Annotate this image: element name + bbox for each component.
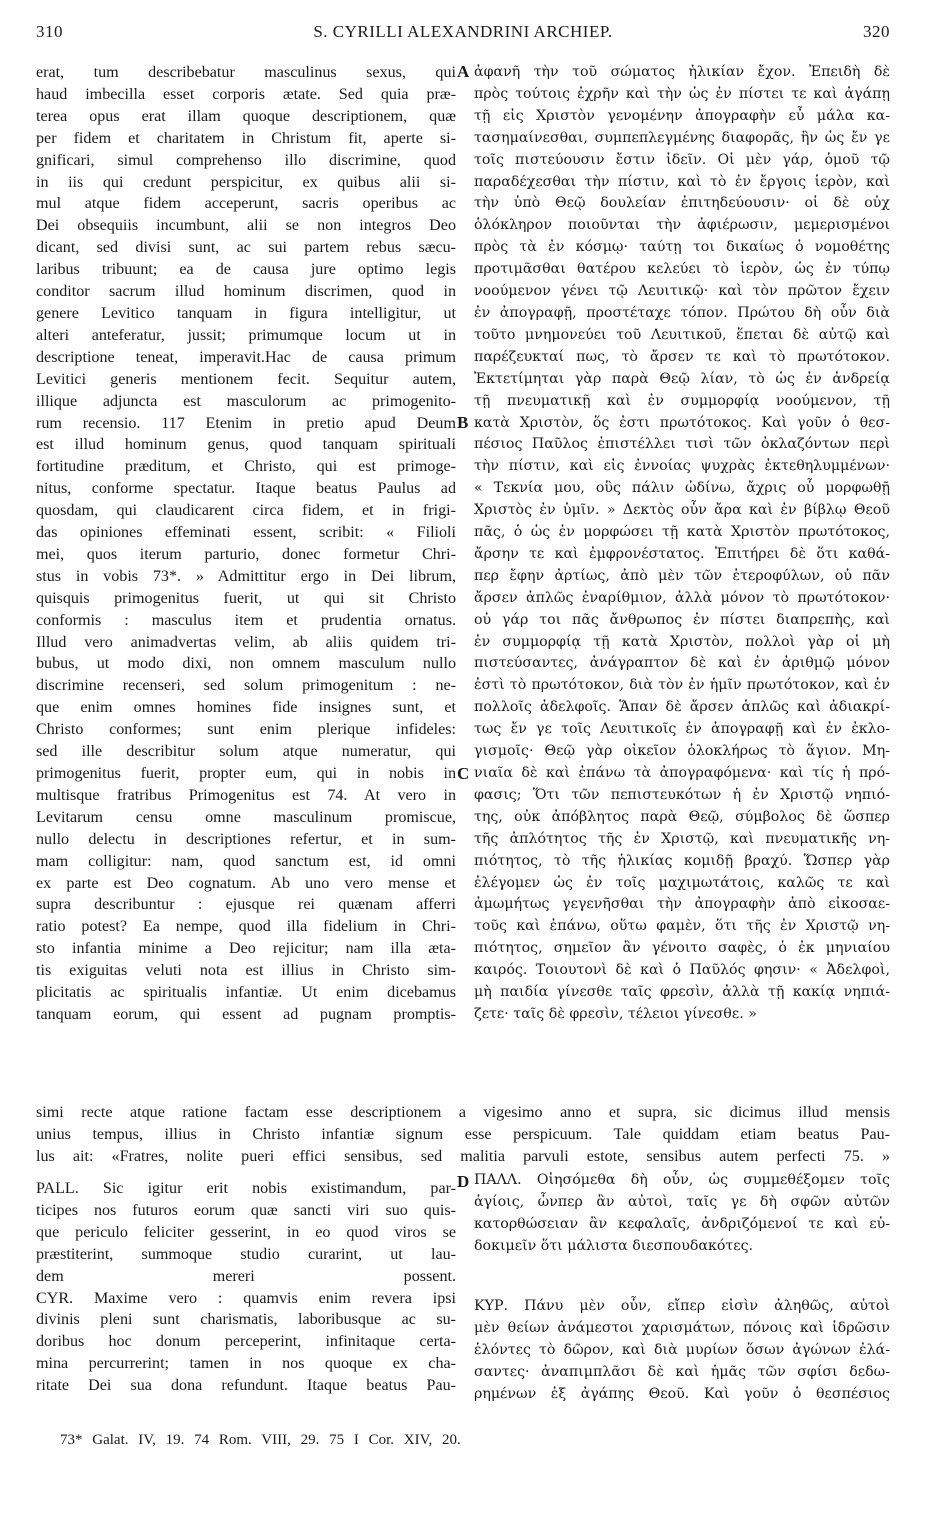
text-line: mei, quos iterum parturio, donec formetur Chri-	[36, 545, 456, 563]
text-line: τῆς ἁπλότητος τῆς ἐν Χριστῷ, καὶ πνευματικῆς νη-	[474, 830, 890, 847]
text-line: ΚΥΡ. Πάνυ μὲν οὖν, εἴπερ εἰσὶν ἀληθῶς, αὐτοὶ	[474, 1298, 890, 1314]
text-line: est illud hominum genus, quod tanquam spirituali	[36, 436, 456, 454]
page-number-left: 310	[36, 22, 63, 41]
section-marker-a: A	[457, 62, 470, 81]
text-line: ζετε· ταῖς δὲ φρεσὶν, τέλειοι γίνεσθε. »	[474, 1005, 757, 1022]
text-line: κατορθώσειαν ἂν κεφαλαῖς, ἀνδριζόμενοί τε καὶ εὐ-	[474, 1215, 890, 1232]
text-line: ἐν ἀπογραφῇ, προστέταχε τόπον. Πρώτου δὴ οὖν διὰ	[474, 304, 890, 321]
text-line: τὴν ὑπὸ Θεῷ δουλείαν ἐπιτηδεύουσιν· οἱ δὲ οὐχ	[474, 195, 890, 212]
text-line: προτιμᾶσθαι θατέρου κελεύει τὸ ἱερὸν, ὡς ἐν τύπῳ	[474, 261, 890, 278]
text-line: plicitatis ac spiritualis infantiæ. Ut enim dicebamus	[36, 984, 456, 1002]
text-line: παραδέχεσθαι τὴν πίστιν, καὶ τὸ ἐν ἔργοις ἱερὸν, καὶ	[474, 173, 890, 190]
text-line: πιότητος, τὸ τῆς ἡλικίας κομιδῇ βραχύ. Ὥσπερ γὰρ	[474, 852, 890, 869]
text-line: simi recte atque ratione factam esse descriptionem a vigesimo anno et supra, sic dicimus illud mensis	[36, 1104, 890, 1121]
text-line: μὲν θείων ἀνάμεστοι χαρισμάτων, πόνοις καὶ ἱδρῶσιν	[474, 1319, 890, 1336]
text-line: Levitarum censu omne masculinum promiscue,	[36, 808, 456, 826]
text-line: doribus hoc donum perceperint, infinitaque certa-	[36, 1333, 456, 1351]
text-line: primogenitus fuerit, propter eum, qui in nobis in	[36, 765, 456, 782]
text-line: ρημένων ἐξ ἀγάπης Θεοῦ. Καὶ γοῦν ὁ θεσπέσιος	[474, 1385, 890, 1402]
greek-pallad-passage	[474, 1170, 890, 1258]
text-line: Christo conformes; sunt enim plerique infideles:	[36, 721, 456, 739]
text-line: nitus, conforme spectatur. Itaque beatus Paulus ad	[36, 480, 456, 498]
text-line: dem mereri possent.	[36, 1267, 456, 1285]
text-line: CYR. Maxime vero : quamvis enim revera ipsi	[36, 1289, 456, 1307]
text-line: καιρός. Τοιουτονὶ δὲ καὶ ὁ Παῦλός φησιν· « Ἀδελφοὶ,	[474, 962, 890, 979]
text-line: Levitici generis mentionem fecit. Sequitur autem,	[36, 370, 456, 388]
text-line: τὴν πίστιν, καὶ εἰς ἐννοίας ψυχρὰς ἐκτεθηλυμμένων·	[474, 458, 890, 475]
text-line: Illud vero animadvertas velim, ab aliis quidem tri-	[36, 633, 456, 651]
section-marker-d: D	[457, 1172, 470, 1191]
text-line: ἀφανῆ τὴν τοῦ σώματος ἡλικίαν ἔχον. Ἐπειδὴ δὲ	[474, 64, 890, 80]
full-width-passage	[36, 1102, 890, 1168]
text-line: nullo delectu in descriptiones refertur, et in sum-	[36, 830, 456, 848]
text-line: laribus tribuunt; ea de causa jure optimo legis	[36, 261, 456, 279]
text-line: quisquis primogenitus fuerit, ut qui sit Christo	[36, 589, 456, 607]
text-line: mam colligitur: nam, quod sanctum est, id omni	[36, 852, 456, 870]
running-title: S. CYRILLI ALEXANDRINI ARCHIEP.	[313, 22, 613, 41]
text-line: « Τεκνία μου, οὓς πάλιν ὠδίνω, ἄχρις οὗ μορφωθῇ	[474, 480, 890, 497]
text-line: τοῖς πιστεύουσιν ἔστιν ἰδεῖν. Οἱ μὲν γάρ, ὁμοῦ τῷ	[474, 151, 890, 168]
text-line: πιστεύσαντες, ἀνάγραπτον δὲ καὶ ἐν ἀριθμῷ μόνον	[474, 655, 890, 672]
latin-column-continued	[36, 1178, 456, 1397]
text-line: erat, tum describebatur masculinus sexus, qui	[36, 64, 456, 81]
greek-column	[474, 62, 890, 1026]
text-line: ἁγίοις, ὧνπερ ἂν αὐτοὶ, ταῖς γε δὴ σφῶν αὐτῶν	[474, 1193, 890, 1210]
text-line: πᾶς, ὁ ὡς ἐν μορφώσει τῇ κατὰ Χριστὸν πρωτότοκος,	[474, 524, 890, 541]
text-line: φασις; Ὅτι τῶν πεπιστευκότων ἡ ἐν Χριστῷ νηπιό-	[474, 786, 890, 803]
text-line: tis exiguitas veluti nota est illius in Christo sim-	[36, 962, 456, 980]
text-line: in iis qui credunt perspicitur, ex quibus alii si-	[36, 173, 456, 191]
text-line: τῇ εἰς Χριστὸν γενομένην ἀπογραφὴν εὖ μάλα κα-	[474, 107, 890, 124]
text-line: haud imbecilla esset corporis ætate. Sed quia præ-	[36, 85, 456, 103]
text-line: stus in vobis 73*. » Admittitur ergo in Dei librum,	[36, 567, 456, 585]
text-line: genere Levitico tanquam in figura intelligitur, ut	[36, 304, 456, 322]
text-line: Χριστὸς ἐν ὑμῖν. » Δεκτὸς οὖν ἄρα καὶ ἐν βίβλῳ Θεοῦ	[474, 502, 890, 519]
text-line: ὁλόκληρον ποιοῦνται τὴν ἀφιέρωσιν, μεμερισμένοι	[474, 217, 890, 234]
text-line: tanquam eorum, qui essent ad pugnam promptis-	[36, 1005, 456, 1023]
text-line: ἐν συμμορφίᾳ τῇ κατὰ Χριστὸν, πολλοὶ γὰρ οἱ μὴ	[474, 633, 890, 650]
text-line: conditor sacrum illud hominum discrimen, quod in	[36, 283, 456, 301]
text-line: τοῦτο μνημονεύει τοῦ Λευιτικοῦ, ἕπεται δὲ αὐτῷ καὶ	[474, 326, 890, 343]
text-line: κατὰ Χριστὸν, ὅς ἐστι πρωτότοκος. Καὶ γοῦν ὁ θεσ-	[474, 414, 890, 431]
text-line: ritate Dei sua dona refundunt. Itaque beatus Pau-	[36, 1377, 456, 1395]
section-marker-b: B	[457, 413, 469, 432]
text-line: ΠΑΛΛ. Οἰησόμεθα δὴ οὖν, ὡς συμμεθέξομεν τοῖς	[474, 1172, 890, 1188]
text-line: ἄρσην τε καὶ ἐμφρονέστατος. Ἐπιτήρει δὲ ὅτι καθά-	[474, 545, 890, 562]
text-line: sto infantia minime a Deo rejicitur; nam illa æta-	[36, 940, 456, 958]
text-line: mul atque fidem acceperunt, sacris operibus ac	[36, 195, 456, 213]
text-line: mina percurrerint; tamen in nos quoque ex cha-	[36, 1355, 456, 1373]
text-line: que periculo feliciter gesserint, in eo quod viros se	[36, 1223, 456, 1241]
text-line: præstiterint, summoque studio curarint, ut lau-	[36, 1245, 456, 1263]
text-line: της, οὐκ ἀπόβλητος παρὰ Θεῷ, σύμβολος δὲ ὥσπερ	[474, 808, 890, 825]
text-line: lus ait: «Fratres, nolite pueri effici sensibus, sed malitia parvuli estote, sensibus autem perfecti 75. »	[36, 1147, 890, 1165]
text-line: ἄρσεν ἁπλῶς ἐναρίθμιον, ἀλλὰ μόνον τὸ πρωτότοκον·	[474, 589, 890, 606]
text-line: τασημαίνεσθαι, συμπεπλεγμένης διαφορᾶς, ἣν ὡς ἔν γε	[474, 129, 890, 146]
text-line: discrimine recenseri, sed solum primogenitum : ne-	[36, 677, 456, 695]
text-line: conformis : masculus item et prudentia ornatus.	[36, 611, 456, 629]
text-line: ἑλόντες τὸ δῶρον, καὶ διὰ μυρίων ὅσων ἀγώνων ἐλά-	[474, 1341, 890, 1358]
text-line: divinis pleni sunt charismatis, laboribusque ac su-	[36, 1311, 456, 1329]
text-line: πρὸς τούτοις ἐχρῆν καὶ τὴν ὡς ἐν πίστει τε καὶ ἀγάπῃ	[474, 85, 890, 102]
text-line: πρὸς τὰ ἐν κόσμῳ· ταύτῃ τοι δικαίως ὁ νομοθέτης	[474, 239, 890, 256]
text-line: Ἐκτετίμηται γὰρ παρὰ Θεῷ λίαν, τὸ ὡς ἐν ἀνδρείᾳ	[474, 370, 890, 387]
text-line: νιαῖα δὲ καὶ ἐπάνω τὰ ἀπογραφόμενα· καὶ τίς ἡ πρό-	[474, 765, 890, 781]
text-line: que enim omnes homines fide insignes sunt, et	[36, 699, 456, 717]
text-line: fortitudine præditum, et Christo, qui est primoge-	[36, 458, 456, 476]
greek-cyril-passage	[474, 1296, 890, 1406]
text-line: νοούμενον γένει τῷ Λευιτικῷ· καὶ τὸν πρῶτον ἔχειν	[474, 283, 890, 300]
text-line: illique adjuncta est masculorum ac primogenito-	[36, 392, 456, 410]
text-line: τοῦς καὶ ἐπάνω, οὕτω φαμὲν, ὅτι τῆς ἐν Χριστῷ νη-	[474, 918, 890, 935]
text-line: quosdam, qui claudicarent circa fidem, et in frigi-	[36, 502, 456, 520]
text-line: πιότητος, σημεῖον ἂν γένοιτο σαφὲς, ὁ ἐκ μηνιαίου	[474, 940, 890, 957]
text-line: πολλοῖς ἀδελφοῖς. Ἅπαν δὲ ἄρσεν ἁπλῶς καὶ ἀδιακρί-	[474, 699, 890, 716]
text-line: δοκιμεῖν ὅτι μάλιστα διεσπουδακότες.	[474, 1237, 754, 1254]
text-line: rum recensio. 117 Etenim in pretio apud Deum	[36, 414, 456, 432]
text-line: multisque fratribus Primogenitus est 74. At vero in	[36, 786, 456, 804]
text-line: τως ἔν γε τοῖς Λευιτικοῖς ἐν ἀπογραφῇ καὶ ἐν ἐκλο-	[474, 721, 890, 738]
text-line: ἐλέγομεν ὡς ἐν τοῖς μαχιμωτάτοις, καλῶς τε καὶ	[474, 874, 890, 891]
section-marker-c: C	[457, 764, 470, 783]
text-line: per fidem et charitatem in Christum fit, aperte si-	[36, 129, 456, 147]
text-line: περ ἔφην ἀρτίως, ἀπὸ μὲν τῶν ἑτεροφύλων, οὐ πᾶν	[474, 567, 890, 584]
text-line: μὴ παιδία γίνεσθε ταῖς φρεσὶν, ἀλλὰ τῇ κακίᾳ νηπιά-	[474, 984, 890, 1001]
text-line: γισμοῖς· Θεῷ γὰρ οἰκεῖον ὁλοκλήρως τὸ ἅγιον. Μη-	[474, 743, 890, 760]
text-line: Dei obsequiis incumbunt, alii se non integros Deo	[36, 217, 456, 235]
text-line: ratio potest? Ea nempe, quod illa fidelium in Chri-	[36, 918, 456, 936]
text-line: dicant, sed divisi sunt, ac sui partem rebus sæcu-	[36, 239, 456, 257]
text-line: πέσιος Παῦλος ἐπιστέλλει τισὶ τῶν ὀκλαζόντων περὶ	[474, 436, 890, 453]
page-number-right: 320	[863, 22, 890, 41]
footnotes: 73* Galat. IV, 19. 74 Rom. VIII, 29. 75 I Cor. XIV, 20.	[60, 1432, 461, 1448]
text-line: PALL. Sic igitur erit nobis existimandum, par-	[36, 1180, 456, 1197]
text-line: descriptione teneat, imperavit.Hac de causa primum	[36, 348, 456, 366]
text-line: das opiniones effeminati essent, scribit: « Filioli	[36, 524, 456, 542]
text-line: alteri anteferatur, jussit; primumque locum ut in	[36, 326, 456, 344]
latin-column	[36, 62, 456, 1026]
text-line: παρέζευκταί πως, τὸ ἄρσεν τε καὶ τὸ πρωτότοκον.	[474, 348, 890, 365]
text-line: gnificari, simul comprehenso illo discrimine, quod	[36, 151, 456, 169]
text-line: terea opus erat illam quoque descriptionem, quæ	[36, 107, 456, 125]
text-line: bubus, ut modo dixi, non omnem masculum nullo	[36, 655, 456, 673]
text-line: ἀμωμήτως γεγενῆσθαι τὴν ἀπογραφὴν ἀπὸ εἰκοσαε-	[474, 896, 890, 913]
text-line: supra describuntur : ejusque rei quænam afferri	[36, 896, 456, 914]
text-line: σαντες· ἀναπιμπλᾶσι δὲ καὶ ἡμᾶς τῶν σφίσι δεδω-	[474, 1363, 890, 1380]
text-line: ticipes nos futuros eorum quæ sancti viri suo quis-	[36, 1201, 456, 1219]
text-line: ἐστὶ τὸ πρωτότοκον, διὰ τὸν ἐν ἡμῖν πρωτότοκον, καὶ ἐν	[474, 677, 890, 694]
text-line: sed ille describitur solum atque numeratur, qui	[36, 743, 456, 761]
text-line: τῇ πνευματικῇ καὶ ἐν συμμορφίᾳ νοούμενον, τῇ	[474, 392, 890, 409]
running-header	[36, 22, 890, 52]
text-line: unius tempus, illius in Christo infantiæ signum esse perspicuum. Tale quiddam etiam beatus Pau-	[36, 1125, 890, 1143]
text-line: οὐ γάρ τοι πᾶς ἄνθρωπος ἐν πίστει διαπρεπὴς, καὶ	[474, 611, 890, 628]
text-line: ex parte est Deo cognatum. Ab uno vero mense et	[36, 874, 456, 892]
